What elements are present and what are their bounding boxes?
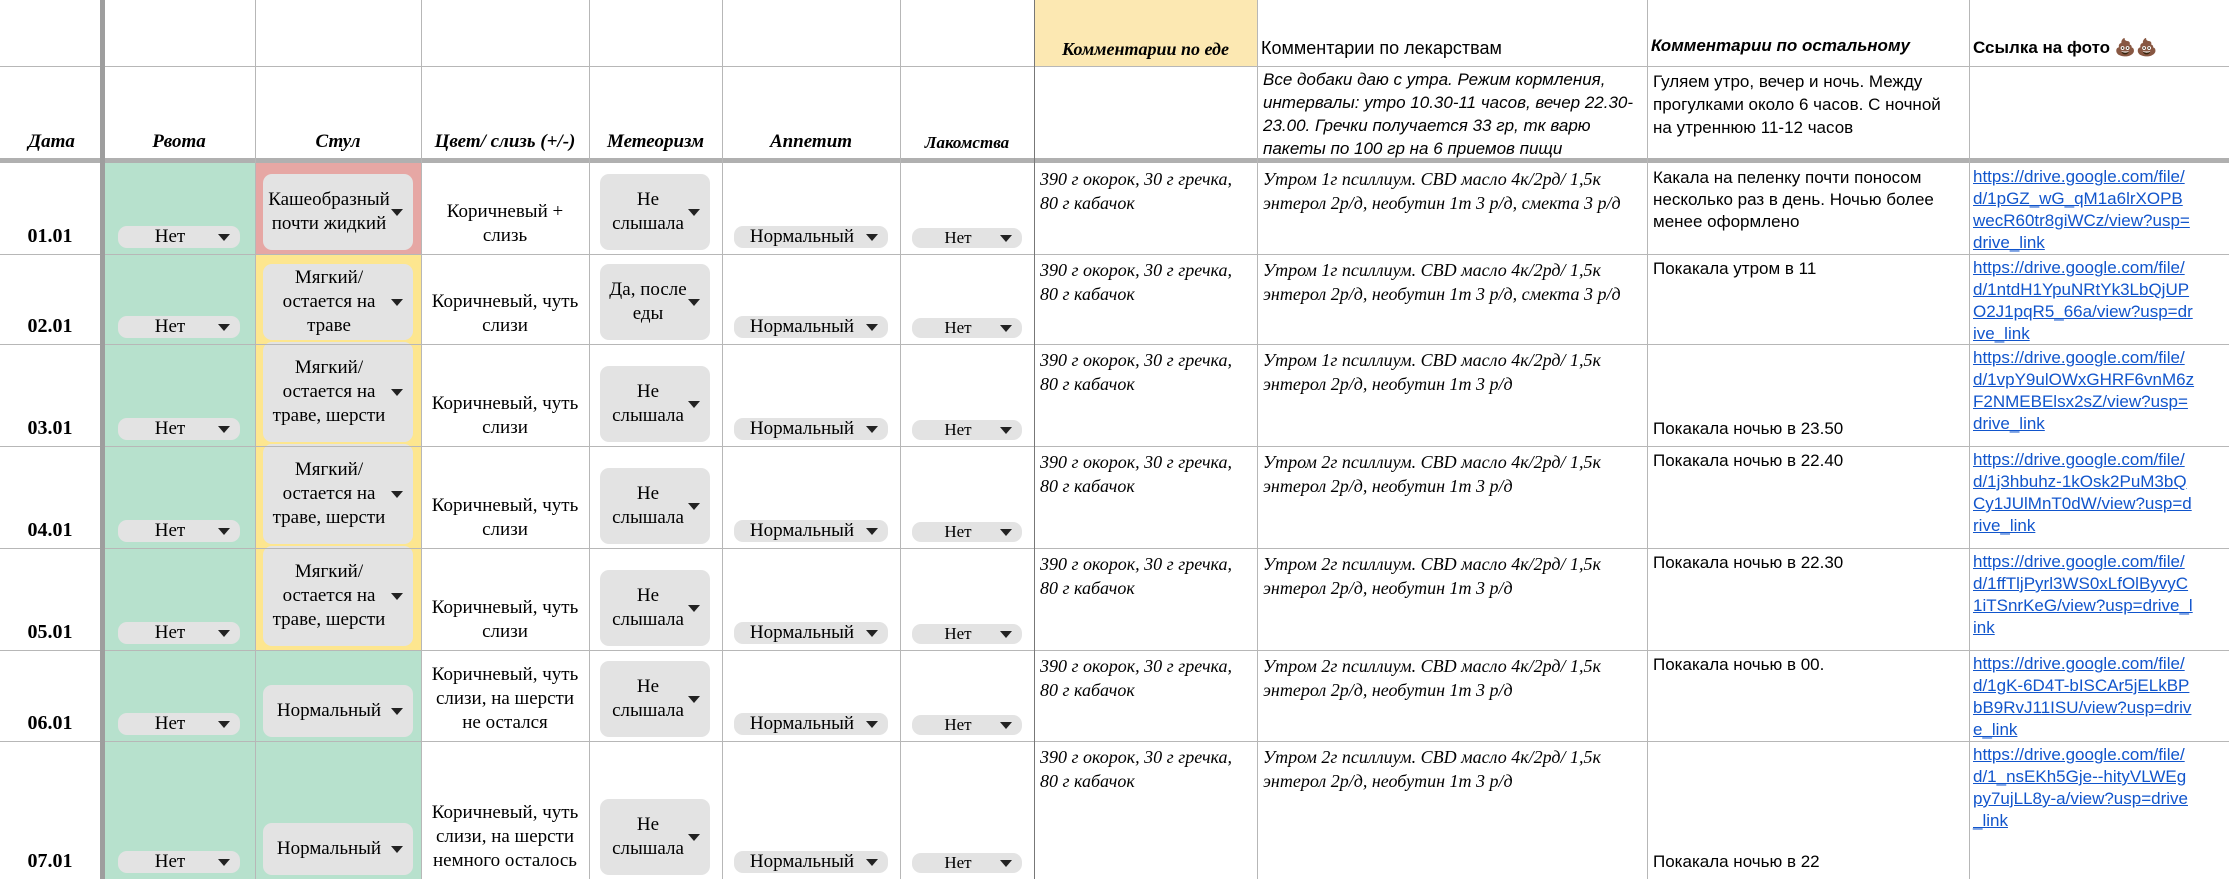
chevron-down-icon xyxy=(391,708,403,715)
photo-link[interactable]: https://drive.google.com/file/d/1ntdH1YpuNRtYk3LbQjUPO2J1pqR5_66a/view?usp=drive_link xyxy=(1973,258,2193,343)
appetite-dropdown[interactable] xyxy=(734,418,888,440)
meteorism-dropdown[interactable] xyxy=(600,366,710,442)
date-cell: 06.01 xyxy=(27,712,73,734)
chevron-down-icon xyxy=(218,630,230,637)
other-comment: Покакала ночью в 22.30 xyxy=(1653,553,1844,572)
med-notes: Все добаки даю с утра. Режим кормления, интервалы: утро 10.30-11 часов, вечер 22.30-23.00. Гречки получается 33 гр, тк варю пакеты по 100 гр на 6 приемов пищи xyxy=(1263,70,1634,158)
treats-dropdown[interactable] xyxy=(912,715,1022,735)
header-photo-link: Ссылка на фото 💩💩 xyxy=(1973,38,2158,57)
meteorism-dropdown[interactable] xyxy=(600,174,710,250)
grid-line xyxy=(0,446,2229,447)
grid-line xyxy=(0,548,2229,549)
header-vomit: Рвота xyxy=(152,131,206,152)
treats-value: Нет xyxy=(944,853,972,872)
treats-dropdown[interactable] xyxy=(912,624,1022,644)
chevron-down-icon xyxy=(866,234,878,241)
grid-line xyxy=(0,741,2229,742)
vomit-dropdown[interactable] xyxy=(118,226,240,248)
chevron-down-icon xyxy=(391,389,403,396)
other-comment: Покакала ночью в 22 xyxy=(1653,852,1820,871)
food-comment: 390 г окорок, 30 г гречка, 80 г кабачок xyxy=(1040,554,1233,598)
med-comment: Утром 1г псиллиум. CBD масло 4к/2рд/ 1,5к энтерол 2р/д, необутин 1т 3 р/д, смекта 3 р/д xyxy=(1263,169,1621,213)
photo-link[interactable]: https://drive.google.com/file/d/1ffTljPyrl3WS0xLfOlByvyC1iTSnrKeG/view?usp=drive_link xyxy=(1973,552,2193,637)
chevron-down-icon xyxy=(218,528,230,535)
other-comment: Покакала ночью в 22.40 xyxy=(1653,451,1844,470)
appetite-dropdown[interactable] xyxy=(734,520,888,542)
stool-value: Нормальный xyxy=(276,700,382,721)
header-color: Цвет/ слизь (+/-) xyxy=(434,131,576,152)
chevron-down-icon xyxy=(688,696,700,703)
grid-line xyxy=(0,66,2229,67)
grid-line xyxy=(1969,0,1970,879)
chevron-down-icon xyxy=(1000,325,1012,332)
vomit-dropdown[interactable] xyxy=(118,520,240,542)
date-cell: 04.01 xyxy=(27,519,73,541)
treats-dropdown[interactable] xyxy=(912,420,1022,440)
frozen-column-separator xyxy=(100,0,105,879)
date-cell: 05.01 xyxy=(27,621,73,643)
other-comment: Покакала ночью в 23.50 xyxy=(1653,419,1844,438)
photo-link[interactable]: https://drive.google.com/file/d/1_nsEKh5Gje--hityVLWEgpy7ujLL8y-a/view?usp=drive_link xyxy=(1973,745,2188,830)
appetite-dropdown[interactable] xyxy=(734,851,888,873)
stool-value: Мягкий/ остается на траве, шерсти xyxy=(272,459,386,528)
treats-value: Нет xyxy=(944,318,972,337)
header-other-comments: Комментарии по остальному xyxy=(1651,36,1910,55)
chevron-down-icon xyxy=(688,299,700,306)
meteorism-dropdown[interactable] xyxy=(600,799,710,875)
appetite-value: Нормальный xyxy=(749,316,855,337)
grid-line xyxy=(589,0,590,879)
stool-value: Мягкий/ остается на траве, шерсти xyxy=(272,561,386,630)
stool-dropdown[interactable] xyxy=(263,444,413,544)
treats-dropdown[interactable] xyxy=(912,522,1022,542)
chevron-down-icon xyxy=(391,299,403,306)
appetite-value: Нормальный xyxy=(749,622,855,643)
meteorism-dropdown[interactable] xyxy=(600,570,710,646)
appetite-value: Нормальный xyxy=(749,520,855,541)
grid-line xyxy=(0,344,2229,345)
chevron-down-icon xyxy=(866,859,878,866)
chevron-down-icon xyxy=(866,528,878,535)
vomit-dropdown[interactable] xyxy=(118,622,240,644)
grid-line xyxy=(421,0,422,879)
vomit-dropdown[interactable] xyxy=(118,713,240,735)
appetite-dropdown[interactable] xyxy=(734,316,888,338)
stool-dropdown[interactable] xyxy=(263,174,413,250)
meteorism-value: Не слышала xyxy=(612,814,684,859)
meteorism-dropdown[interactable] xyxy=(600,468,710,544)
meteorism-dropdown[interactable] xyxy=(600,264,710,340)
color-cell: Коричневый, чуть слизи xyxy=(431,393,579,438)
vomit-dropdown[interactable] xyxy=(118,418,240,440)
chevron-down-icon xyxy=(218,234,230,241)
appetite-value: Нормальный xyxy=(749,226,855,247)
grid-line xyxy=(0,650,2229,651)
chevron-down-icon xyxy=(1000,235,1012,242)
stool-value: Мягкий/ остается на траве xyxy=(282,267,376,336)
other-comment: Какала на пеленку почти поносом несколько раз в день. Ночью более менее оформлено xyxy=(1653,168,1934,231)
meteorism-value: Да, после еды xyxy=(609,279,687,324)
date-cell: 01.01 xyxy=(27,225,73,247)
color-cell: Коричневый, чуть слизи xyxy=(431,495,579,540)
food-comment: 390 г окорок, 30 г гречка, 80 г кабачок xyxy=(1040,452,1233,496)
treats-value: Нет xyxy=(944,715,972,734)
meteorism-value: Не слышала xyxy=(612,585,684,630)
treats-dropdown[interactable] xyxy=(912,318,1022,338)
treats-dropdown[interactable] xyxy=(912,228,1022,248)
stool-dropdown[interactable] xyxy=(263,546,413,646)
meteorism-value: Не слышала xyxy=(612,483,684,528)
treats-dropdown[interactable] xyxy=(912,853,1022,873)
chevron-down-icon xyxy=(218,324,230,331)
chevron-down-icon xyxy=(391,209,403,216)
chevron-down-icon xyxy=(866,721,878,728)
food-comment: 390 г окорок, 30 г гречка, 80 г кабачок xyxy=(1040,169,1233,213)
color-cell: Коричневый, чуть слизи xyxy=(431,291,579,336)
food-comment: 390 г окорок, 30 г гречка, 80 г кабачок xyxy=(1040,350,1233,394)
treats-value: Нет xyxy=(944,624,972,643)
appetite-dropdown[interactable] xyxy=(734,622,888,644)
med-comment: Утром 1г псиллиум. CBD масло 4к/2рд/ 1,5к энтерол 2р/д, необутин 1т 3 р/д, смекта 3 р/д xyxy=(1263,260,1621,304)
vomit-value: Нет xyxy=(154,713,186,734)
stool-dropdown[interactable] xyxy=(263,264,413,340)
date-cell: 07.01 xyxy=(27,850,73,872)
chevron-down-icon xyxy=(688,401,700,408)
meteorism-value: Не слышала xyxy=(612,676,684,721)
vomit-value: Нет xyxy=(154,316,186,337)
chevron-down-icon xyxy=(866,426,878,433)
header-treats: Лакомства xyxy=(924,133,1010,152)
header-med-comments: Комментарии по лекарствам xyxy=(1261,38,1502,58)
chevron-down-icon xyxy=(688,209,700,216)
chevron-down-icon xyxy=(866,630,878,637)
vomit-value: Нет xyxy=(154,622,186,643)
stool-dropdown[interactable] xyxy=(263,823,413,875)
other-comment: Покакала ночью в 00. xyxy=(1653,655,1825,674)
photo-link[interactable]: https://drive.google.com/file/d/1vpY9ulOWxGHRF6vnM6zF2NMEBElsx2sZ/view?usp=drive_link xyxy=(1973,348,2195,433)
food-comment: 390 г окорок, 30 г гречка, 80 г кабачок xyxy=(1040,656,1233,700)
vomit-value: Нет xyxy=(154,226,186,247)
stool-dropdown[interactable] xyxy=(263,342,413,442)
med-comment: Утром 2г псиллиум. CBD масло 4к/2рд/ 1,5к энтерол 2р/д, необутин 1т 3 р/д xyxy=(1263,554,1601,598)
other-notes: Гуляем утро, вечер и ночь. Между прогулками около 6 часов. С ночной на утреннюю 11-12 часов xyxy=(1653,72,1941,137)
header-appetite: Аппетит xyxy=(769,131,853,152)
meteorism-dropdown[interactable] xyxy=(600,661,710,737)
chevron-down-icon xyxy=(1000,860,1012,867)
grid-line xyxy=(0,254,2229,255)
vomit-value: Нет xyxy=(154,418,186,439)
photo-link[interactable]: https://drive.google.com/file/d/1pGZ_wG_qM1a6lrXOPBwecR60tr8giWCz/view?usp=drive_link xyxy=(1973,167,2190,252)
chevron-down-icon xyxy=(1000,631,1012,638)
chevron-down-icon xyxy=(391,593,403,600)
meteorism-value: Не слышала xyxy=(612,381,684,426)
meteorism-value: Не слышала xyxy=(612,189,684,234)
treats-value: Нет xyxy=(944,420,972,439)
other-comment: Покакала утром в 11 xyxy=(1653,259,1817,278)
color-cell: Коричневый + слизь xyxy=(446,201,564,246)
header-date: Дата xyxy=(28,131,75,152)
vomit-value: Нет xyxy=(154,851,186,872)
stool-value: Мягкий/ остается на траве, шерсти xyxy=(272,357,386,426)
date-cell: 02.01 xyxy=(27,315,73,337)
chevron-down-icon xyxy=(218,859,230,866)
vomit-dropdown[interactable] xyxy=(118,316,240,338)
grid-line xyxy=(255,0,256,879)
chevron-down-icon xyxy=(218,426,230,433)
med-comment: Утром 2г псиллиум. CBD масло 4к/2рд/ 1,5к энтерол 2р/д, необутин 1т 3 р/д xyxy=(1263,747,1601,791)
grid-line xyxy=(900,0,901,879)
treats-value: Нет xyxy=(944,228,972,247)
appetite-value: Нормальный xyxy=(749,418,855,439)
photo-link[interactable]: https://drive.google.com/file/d/1gK-6D4T-bISCAr5jELkBPbB9RvJ11ISU/view?usp=drive_link xyxy=(1973,654,2192,739)
chevron-down-icon xyxy=(391,491,403,498)
chevron-down-icon xyxy=(1000,529,1012,536)
header-separator xyxy=(0,158,2229,163)
med-comment: Утром 2г псиллиум. CBD масло 4к/2рд/ 1,5к энтерол 2р/д, необутин 1т 3 р/д xyxy=(1263,656,1601,700)
med-comment: Утром 1г псиллиум. CBD масло 4к/2рд/ 1,5к энтерол 2р/д, необутин 1т 3 р/д xyxy=(1263,350,1601,394)
chevron-down-icon xyxy=(391,846,403,853)
vomit-value: Нет xyxy=(154,520,186,541)
food-comment: 390 г окорок, 30 г гречка, 80 г кабачок xyxy=(1040,260,1233,304)
grid-line xyxy=(1257,0,1258,879)
header-stool: Стул xyxy=(315,131,361,152)
chevron-down-icon xyxy=(688,834,700,841)
appetite-dropdown[interactable] xyxy=(734,713,888,735)
stool-value: Кашеобразный почти жидкий xyxy=(268,189,390,234)
color-cell: Коричневый, чуть слизи, на шерсти немного осталось xyxy=(431,802,579,871)
treats-value: Нет xyxy=(944,522,972,541)
appetite-value: Нормальный xyxy=(749,713,855,734)
appetite-value: Нормальный xyxy=(749,851,855,872)
chevron-down-icon xyxy=(218,721,230,728)
chevron-down-icon xyxy=(688,605,700,612)
med-comment: Утром 2г псиллиум. CBD масло 4к/2рд/ 1,5к энтерол 2р/д, необутин 1т 3 р/д xyxy=(1263,452,1601,496)
grid-line xyxy=(1647,0,1648,879)
appetite-dropdown[interactable] xyxy=(734,226,888,248)
photo-link[interactable]: https://drive.google.com/file/d/1j3hbuhz-1kOsk2PuM3bQCy1JUlMnT0dW/view?usp=drive_link xyxy=(1973,450,2192,535)
stool-value: Нормальный xyxy=(276,838,382,859)
food-comment: 390 г окорок, 30 г гречка, 80 г кабачок xyxy=(1040,747,1233,791)
chevron-down-icon xyxy=(866,324,878,331)
chevron-down-icon xyxy=(1000,427,1012,434)
chevron-down-icon xyxy=(1000,722,1012,729)
chevron-down-icon xyxy=(688,503,700,510)
color-cell: Коричневый, чуть слизи xyxy=(431,597,579,642)
header-meteorism: Метеоризм xyxy=(606,131,705,152)
date-cell: 03.01 xyxy=(27,417,73,439)
color-cell: Коричневый, чуть слизи, на шерсти не остался xyxy=(431,664,579,733)
vomit-dropdown[interactable] xyxy=(118,851,240,873)
grid-line xyxy=(1034,0,1035,879)
grid-line xyxy=(722,0,723,879)
stool-dropdown[interactable] xyxy=(263,685,413,737)
header-food-comments: Комментарии по еде xyxy=(1062,39,1229,59)
